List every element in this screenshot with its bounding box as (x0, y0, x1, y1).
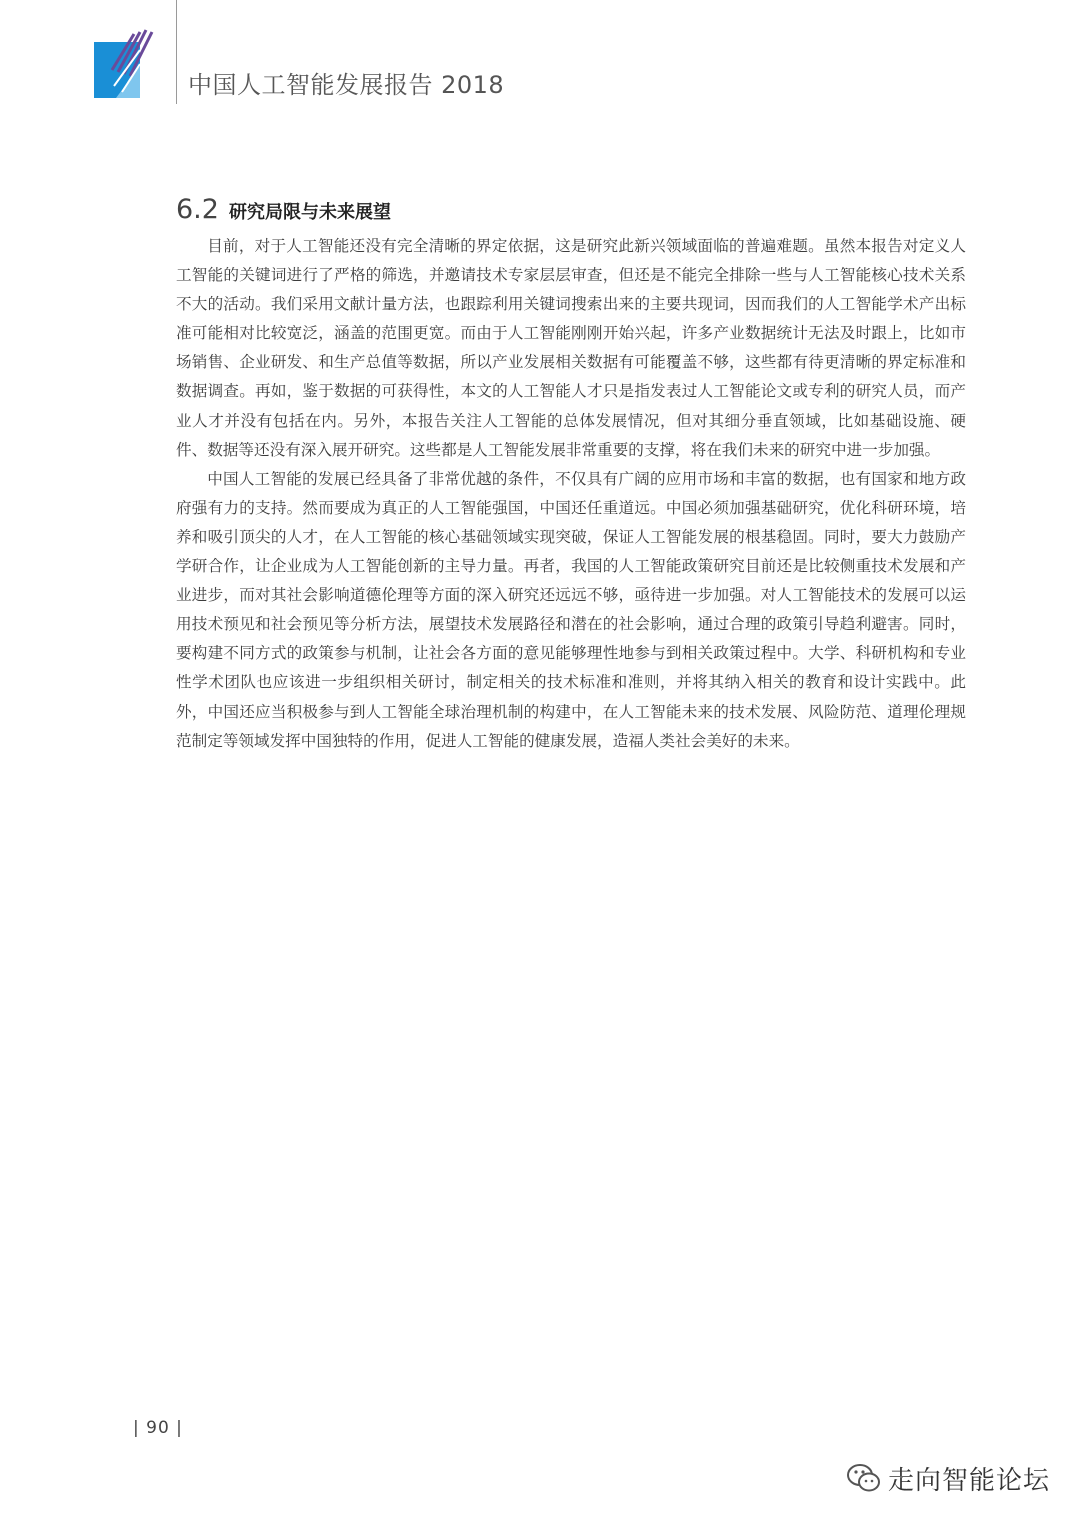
page-number: | 90 | (133, 1418, 183, 1438)
section-title: 研究局限与未来展望 (228, 202, 391, 223)
section-number: 6.2 (176, 194, 219, 225)
wechat-icon (846, 1462, 882, 1494)
body-text (176, 232, 966, 756)
paragraph: 目前，对于人工智能还没有完全清晰的界定依据，这是研究此新兴领域面临的普遍难题。虽然本报告对定义人工智能的关键词进行了严格的筛选，并邀请技术专家层层审查，但还是不能完全排除一些与人工智能核心技术关系不大的活动。我们采用文献计量方法，也跟踪利用关键词搜索出来的主要共现词，因而我们的人工智能学术产出标准可能相对比较宽泛，涵盖的范围更宽。而由于人工智能刚刚开始兴起，许多产业数据统计无法及时跟上，比如市场销售、企业研发、和生产总值等数据，所以产业发展相关数据有可能覆盖不够，这些都有待更清晰的界定标准和数据调查。再如，鉴于数据的可获得性，本文的人工智能人才只是指发表过人工智能论文或专利的研究人员，而产业人才并没有包括在内。另外，本报告关注人工智能的总体发展情况，但对其细分垂直领域，比如基础设施、硬件、数据等还没有深入展开研究。这些都是人工智能发展非常重要的支撑，将在我们未来的研究中进一步加强。 (176, 237, 966, 459)
watermark-text: 走向智能论坛 (888, 1465, 1051, 1496)
report-title: 中国人工智能发展报告 2018 (188, 71, 505, 99)
report-logo-icon (94, 26, 154, 98)
header-divider (176, 0, 177, 104)
paragraph: 中国人工智能的发展已经具备了非常优越的条件，不仅具有广阔的应用市场和丰富的数据，也有国家和地方政府强有力的支持。然而要成为真正的人工智能强国，中国还任重道远。中国必须加强基础研究，优化科研环境，培养和吸引顶尖的人才，在人工智能的核心基础领域实现突破，保证人工智能发展的根基稳固。同时，要大力鼓励产学研合作，让企业成为人工智能创新的主导力量。再者，我国的人工智能政策研究目前还是比较侧重技术发展和产业进步，而对其社会影响道德伦理等方面的深入研究还远远不够，亟待进一步加强。对人工智能技术的发展可以运用技术预见和社会预见等分析方法，展望技术发展路径和潜在的社会影响，通过合理的政策引导趋利避害。同时，要构建不同方式的政策参与机制，让社会各方面的意见能够理性地参与到相关政策过程中。大学、科研机构和专业性学术团队也应该进一步组织相关研讨，制定相关的技术标准和准则，并将其纳入相关的教育和设计实践中。此外，中国还应当积极参与到人工智能全球治理机制的构建中，在人工智能未来的技术发展、风险防范、道理伦理规范制定等领域发挥中国独特的作用，促进人工智能的健康发展，造福人类社会美好的未来。 (176, 469, 966, 750)
watermark (846, 1458, 1050, 1498)
section-heading (176, 194, 391, 228)
